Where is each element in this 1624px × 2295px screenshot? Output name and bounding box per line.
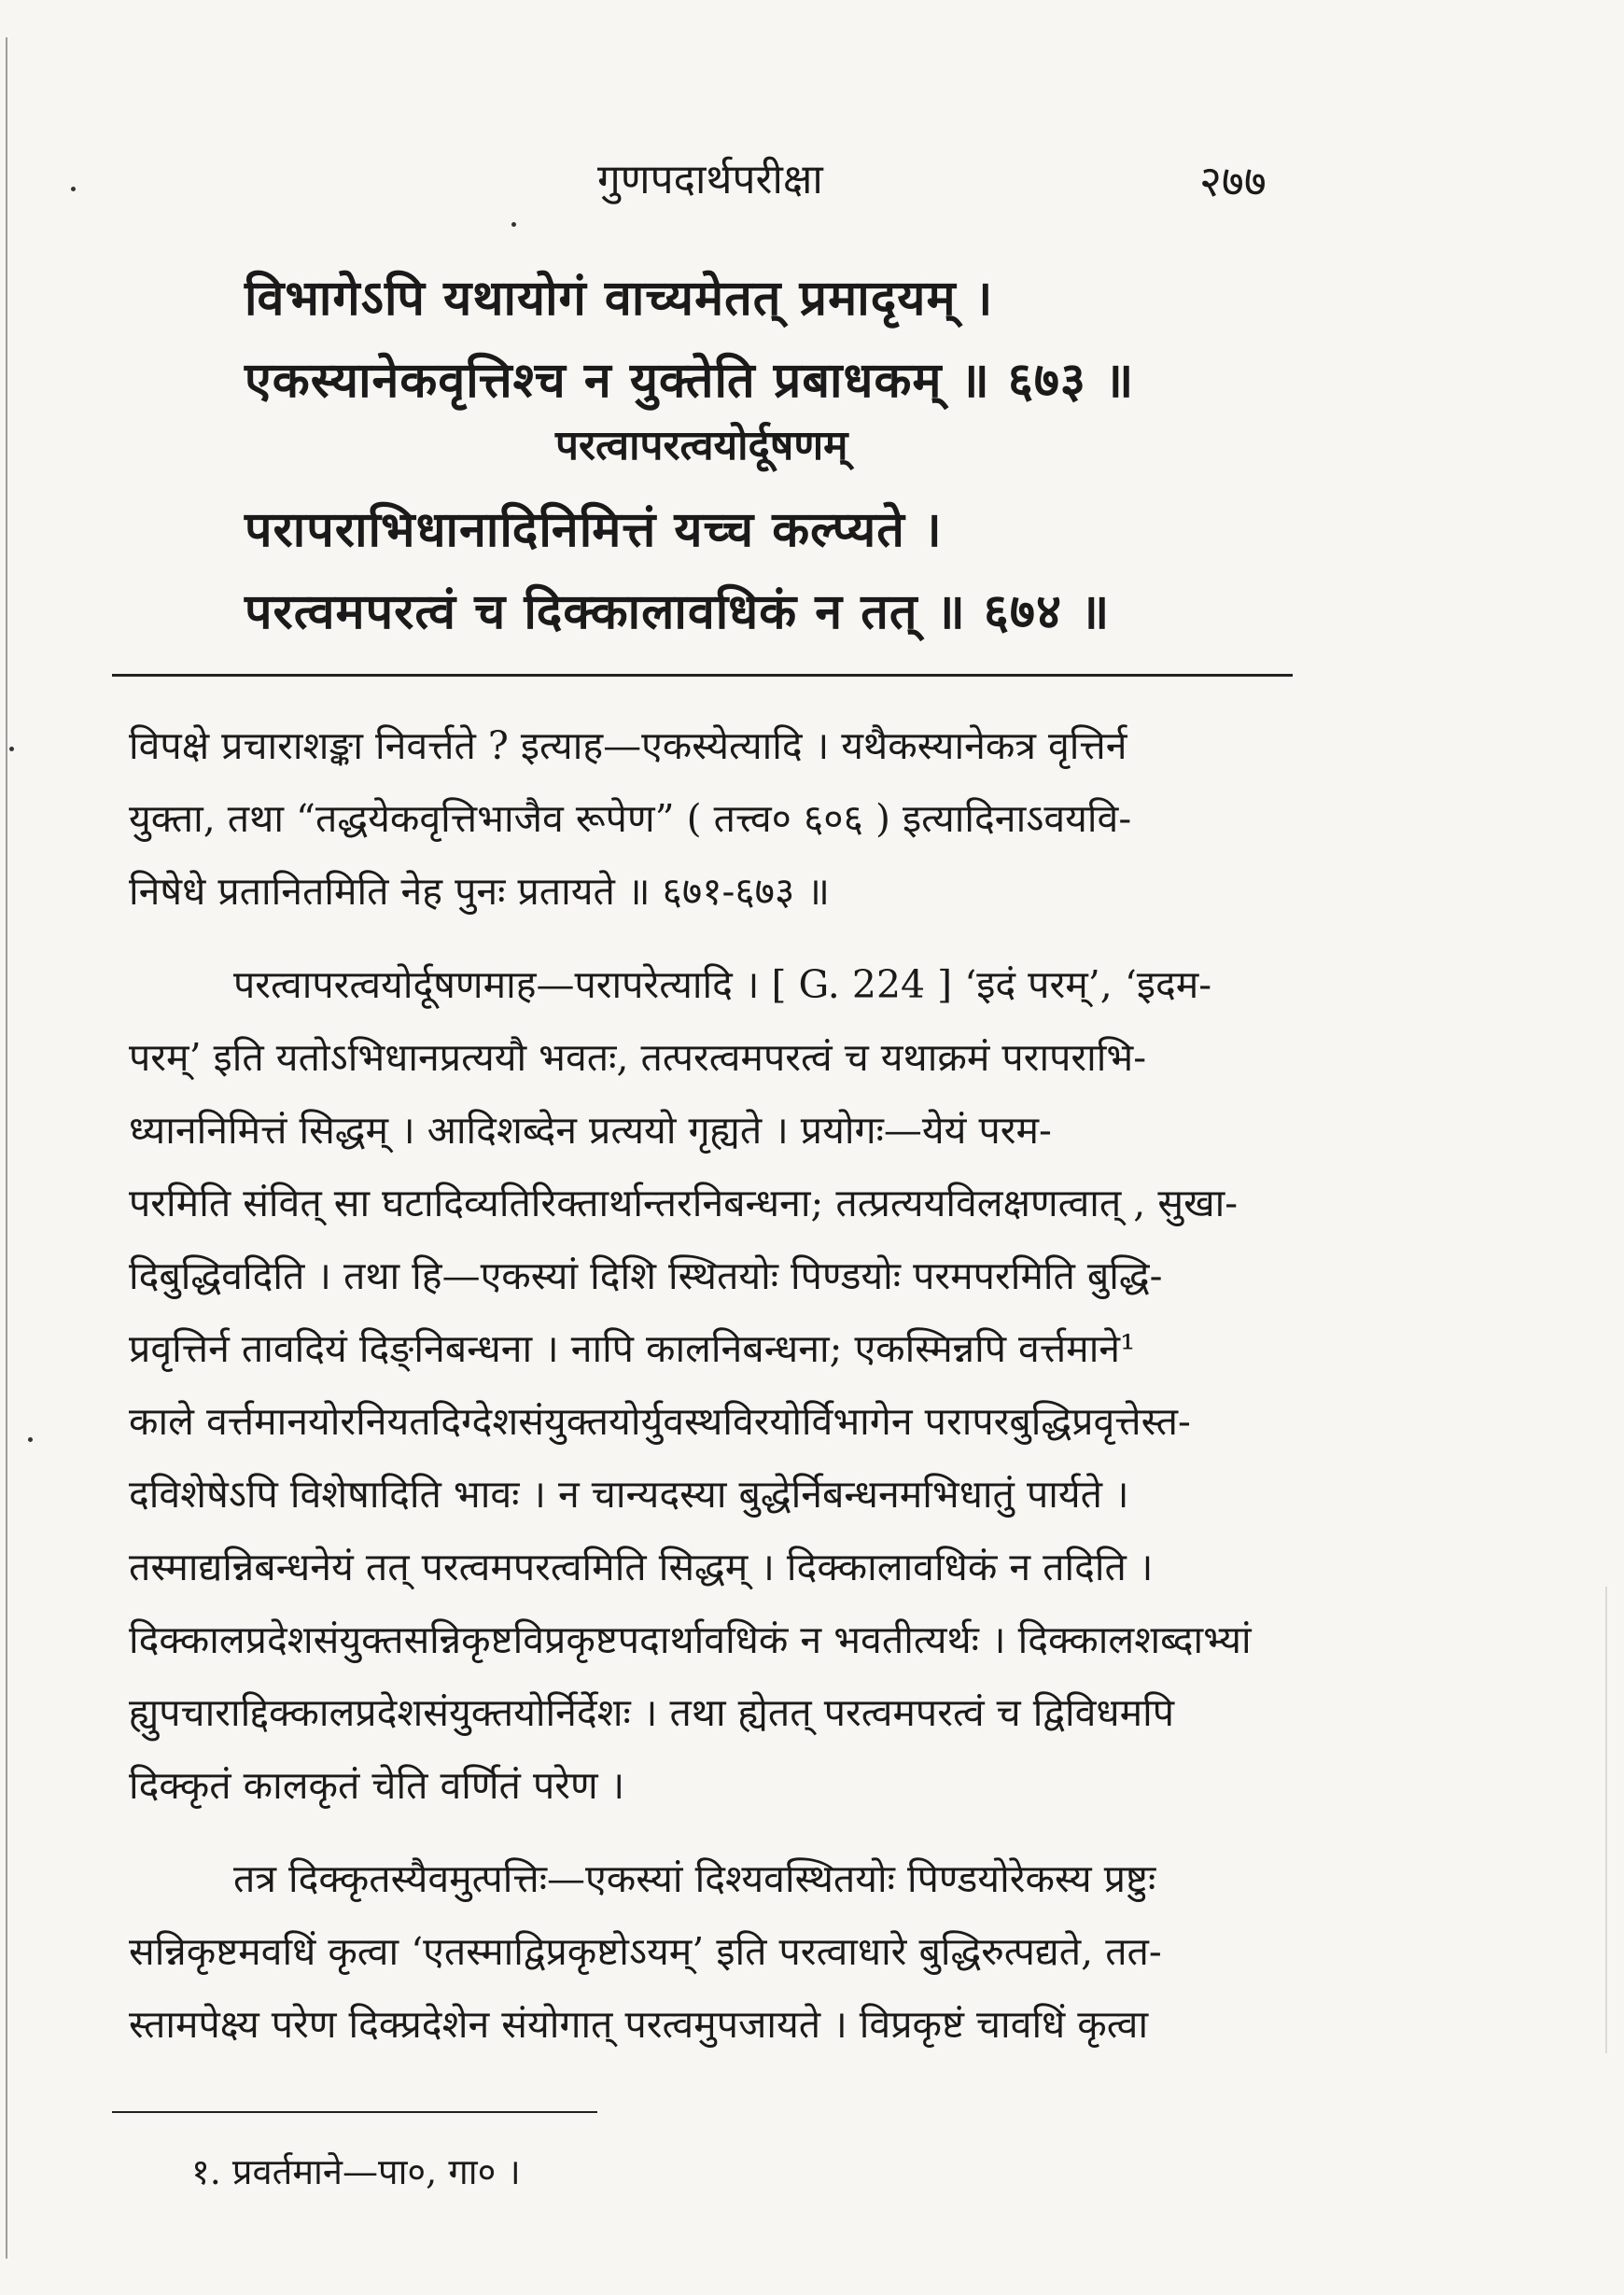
commentary-line: ध्याननिमित्तं सिद्धम् । आदिशब्देन प्रत्ययो गृह्यते । प्रयोगः—येयं परम-: [129, 1108, 1052, 1153]
verse-line-1: विभागेऽपि यथायोगं वाच्यमेतत् प्रमादृयम् ।: [245, 270, 994, 327]
commentary-line: विपक्षे प्रचाराशङ्का निवर्त्तते ? इत्याह—एकस्येत्यादि । यथैकस्यानेकत्र वृत्तिर्न: [129, 723, 1127, 768]
verse-line-2: एकस्यानेकवृत्तिश्च न युक्तेति प्रबाधकम् ॥ ६७३ ॥: [245, 352, 1135, 409]
verse-commentary-divider: [112, 674, 1293, 677]
scan-speck: [9, 747, 14, 751]
commentary-line: स्तामपेक्ष्य परेण दिक्प्रदेशेन संयोगात् परत्वमुपजायते । विप्रकृष्टं चावधिं कृत्वा: [129, 2002, 1149, 2047]
commentary-line: दिक्कृतं कालकृतं चेति वर्णितं परेण ।: [129, 1763, 625, 1808]
page-header: [0, 149, 1624, 224]
scan-artifact: [1605, 1587, 1607, 2053]
commentary-line: ह्युपचाराद्दिक्कालप्रदेशसंयुक्तयोर्निर्देशः । तथा ह्येतत् परत्वमपरत्वं च द्विविधमपि: [129, 1690, 1175, 1735]
commentary-line: तत्र दिक्कृतस्यैवमुत्पत्तिः—एकस्यां दिश्यवस्थितयोः पिण्डयोरेकस्य प्रष्टुः: [233, 1856, 1156, 1901]
commentary-line: परम्’ इति यतोऽभिधानप्रत्ययौ भवतः, तत्परत्वमपरत्वं च यथाक्रमं परापराभि-: [129, 1035, 1147, 1080]
commentary-line: सन्निकृष्टमवधिं कृत्वा ‘एतस्माद्विप्रकृष्टोऽयम्’ इति परत्वाधारे बुद्धिरुत्पद्यते, तत-: [129, 1929, 1162, 1974]
footnote-divider: [112, 2111, 597, 2113]
scan-speck: [28, 1437, 33, 1442]
page-number: २७७: [1199, 156, 1267, 206]
commentary-line: युक्ता, तथा “तद्धयेकवृत्तिभाजैव रूपेण” ( तत्त्व० ६०६ ) इत्यादिनाऽवयवि-: [129, 796, 1132, 841]
commentary-line: दिक्कालप्रदेशसंयुक्तसन्निकृष्टविप्रकृष्टपदार्थावधिकं न भवतीत्यर्थः । दिक्कालशब्दाभ्यां: [129, 1617, 1252, 1662]
commentary-line: दविशेषेऽपि विशेषादिति भावः । न चान्यदस्या बुद्धेर्निबन्धनमभिधातुं पार्यते ।: [129, 1472, 1129, 1517]
commentary-line: परमिति संवित् सा घटादिव्यतिरिक्तार्थान्तरनिबन्धना; तत्प्रत्ययविलक्षणत्वात् , सुखा-: [129, 1181, 1239, 1225]
commentary-line: काले वर्त्तमानयोरनियतदिग्देशसंयुक्तयोर्युवस्थविरयोर्विभागेन परापरबुद्धिप्रवृत्तेस्त-: [129, 1399, 1191, 1444]
running-title: गुणपदार्थपरीक्षा: [597, 156, 823, 203]
verse-line-3: परापराभिधानादिनिमित्तं यच्च कल्प्यते ।: [245, 501, 943, 558]
commentary-line: प्रवृत्तिर्न तावदियं दिङ्निबन्धना । नापि कालनिबन्धना; एकस्मिन्नपि वर्त्तमाने¹: [129, 1326, 1136, 1371]
page-edge-shadow: [6, 37, 7, 2259]
commentary-line: परत्वापरत्वयोर्दूषणमाह—परापरेत्यादि । [ G. 224 ] ‘इदं परम्’, ‘इदम-: [233, 962, 1212, 1007]
section-heading: परत्वापरत्वयोर्दूषणम्: [555, 422, 848, 469]
commentary-line: निषेधे प्रतानितमिति नेह पुनः प्रतायते ॥ ६७१-६७३ ॥: [129, 869, 830, 914]
commentary-line: तस्माद्यन्निबन्धनेयं तत् परत्वमपरत्वमिति सिद्धम् । दिक्कालावधिकं न तदिति ।: [129, 1545, 1154, 1589]
footnote: १. प्रवर्तमाने—पा०, गा० ।: [191, 2151, 521, 2192]
verse-line-4: परत्वमपरत्वं च दिक्कालावधिकं न तत् ॥ ६७४ ॥: [245, 583, 1111, 640]
commentary-line: दिबुद्धिवदिति । तथा हि—एकस्यां दिशि स्थितयोः पिण्डयोः परमपरमिति बुद्धि-: [129, 1253, 1163, 1298]
